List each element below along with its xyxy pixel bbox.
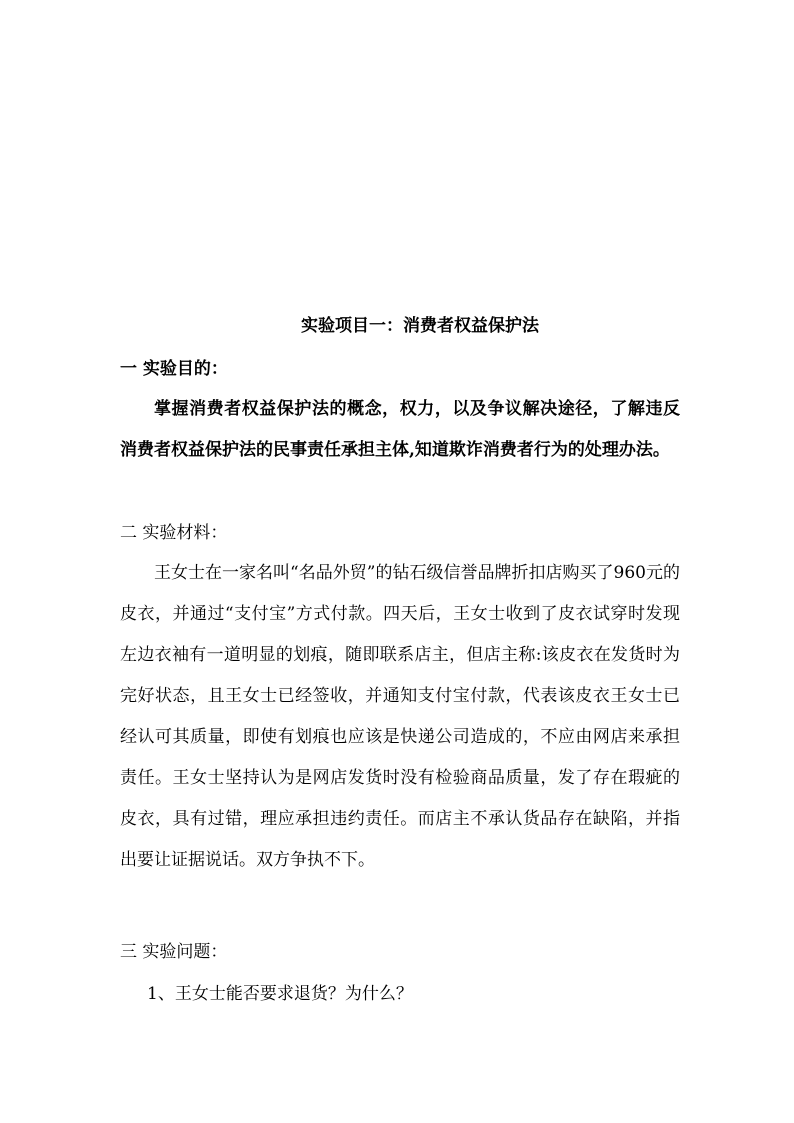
question-item: 1、王女士能否要求退货？为什么？ [147,984,413,1004]
section-heading-materials: 二 实验材料： [120,523,228,543]
section-body-purpose: 掌握消费者权益保护法的概念，权力，以及争议解决途径，了解违反消费者权益保护法的民事责任承担主体,知道欺诈消费者行为的处理办法。 [120,399,680,460]
document-title: 实验项目一：消费者权益保护法 [301,316,539,336]
section-heading-purpose: 一 实验目的： [120,359,228,379]
section-body-materials: 王女士在一家名叫“名品外贸”的钻石级信誉品牌折扣店购买了960元的皮衣，并通过“支付宝”方式付款。四天后，王女士收到了皮衣试穿时发现左边衣袖有一道明显的划痕，随即联系店主，但店主称:该皮衣在发货时为完好状态，且王女士已经签收，并通知支付宝付款，代表该皮衣王女士已经认可其质量，即使有划痕也应该是快递公司造成的，不应由网店来承担责任。王女士坚持认为是网店发货时没有检验商品质量，发了存在瑕疵的皮衣，具有过错，理应承担违约责任。而店主不承认货品存在缺陷，并指出要让证据说话。双方争执不下。 [120,563,680,870]
section-heading-questions: 三 实验问题： [120,942,228,962]
